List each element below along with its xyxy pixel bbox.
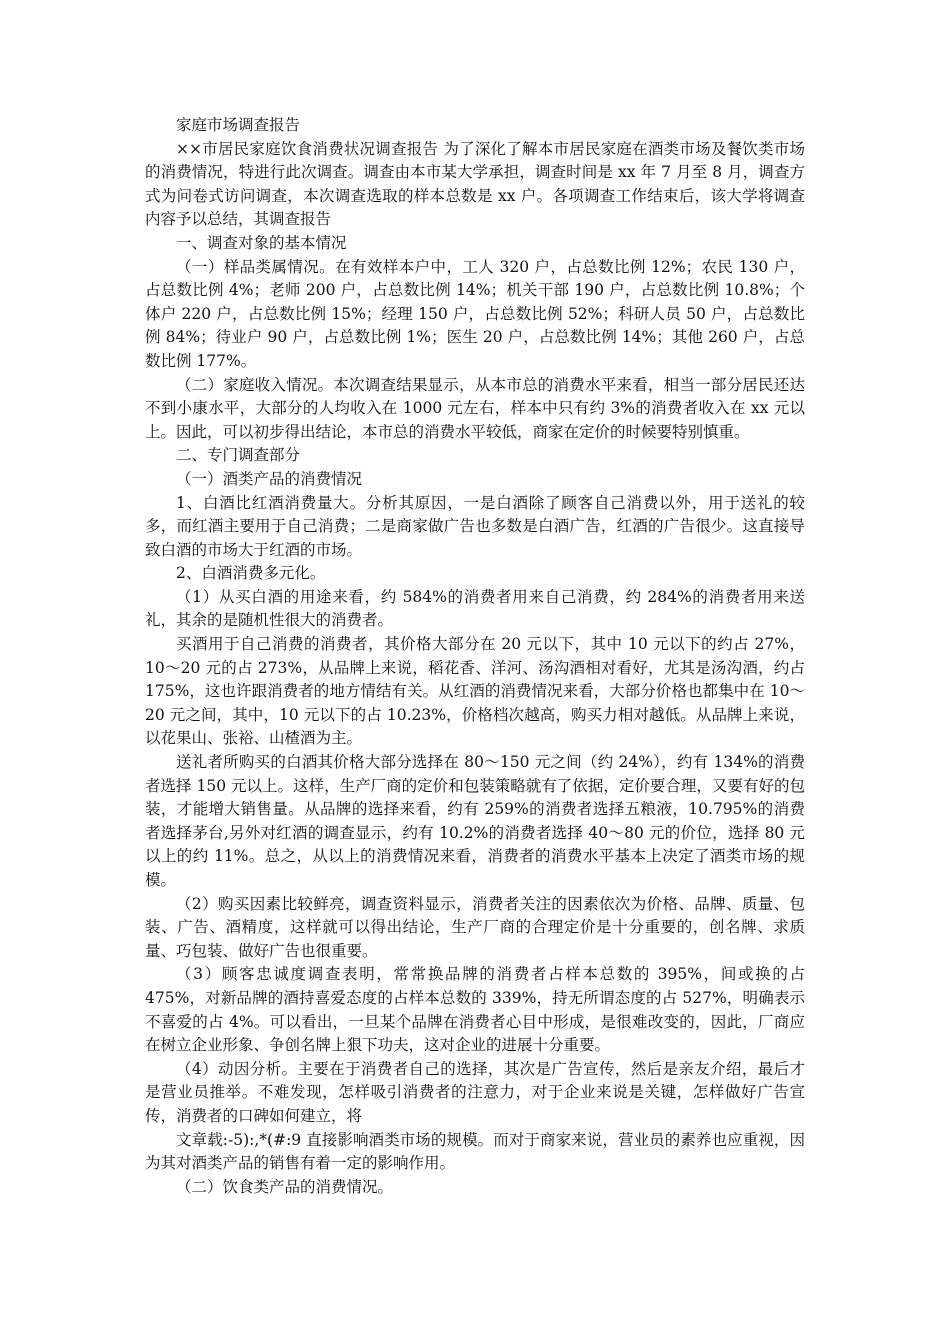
paragraph-article-note: 文章载:-5):,*(#:9 直接影响酒类市场的规模。而对于商家来说，营业员的素养也应重视，因为其对酒类产品的销售有着一定的影响作用。 [145,1130,805,1173]
paragraph-intro: ××市居民家庭饮食消费状况调查报告 为了深化了解本市居民家庭在酒类市场及餐饮类市场的消费情况，特进行此次调查。调查由本市某大学承担，调查时间是 xx 年 7 月至 8 月，调查方式为问卷式访问调查，本次调查选取的样本总数是 xx 户。各项调查工作结束后，该大学将调查内容予以总结，其调查报告 [145,139,805,229]
paragraph-factors: （2）购买因素比较鲜亮，调查资料显示，消费者关注的因素依次为价格、品牌、质量、包装、广告、酒精度，这样就可以得出结论，生产厂商的合理定价是十分重要的，创名牌、求质量、巧包装、做好广告也很重要。 [145,894,805,960]
document-title: 家庭市场调查报告 [176,116,301,134]
subsection-heading-food: （二）饮食类产品的消费情况。 [176,1177,394,1196]
paragraph-sample-types: （一）样品类属情况。在有效样本户中，工人 320 户，占总数比例 12%；农民 130 户，占总数比例 4%；老师 200 户，占总数比例 14%；机关干部 190 户，占总数比例 10.8%；个体户 220 户，占总数比例 15%；经理 150 户，占总数比例 52%；科研人员 50 户，占总数比例 84%；待业户 90 户，占总数比例 1%；医生 20 户，占总数比例 14%；其他 260 户，占总数比例 177%。 [145,257,805,370]
paragraph-motivation: （4）动因分析。主要在于消费者自己的选择，其次是广告宣传，然后是亲友介绍，最后才是营业员推举。不难发现，怎样吸引消费者的注意力，对于企业来说是关键，怎样做好广告宣传，消费者的口碑如何建立，将 [145,1059,805,1125]
section-heading-1: 一、调查对象的基本情况 [176,233,347,252]
paragraph-usage: （1）从买白酒的用途来看，约 584%的消费者用来自己消费，约 284%的消费者用来送礼，其余的是随机性很大的消费者。 [145,587,805,630]
section-heading-2: 二、专门调查部分 [176,446,301,465]
paragraph-self-consumption: 买酒用于自己消费的消费者，其价格大部分在 20 元以下，其中 10 元以下的约占 27%，10～20 元的占 273%，从品牌上来说，稻花香、洋河、汤沟酒相对看好，尤其是汤沟酒，约占 175%，这也许跟消费者的地方情结有关。从红酒的消费情况来看，大部分价格也都集中在 10～20 元之间，其中，10 元以下的占 10.23%，价格档次越高，购买力相对越低。从品牌上来说，以花果山、张裕、山楂酒为主。 [145,635,805,748]
subsection-heading-liquor: （一）酒类产品的消费情况 [176,469,363,488]
paragraph-loyalty: （3）顾客忠诚度调查表明，常常换品牌的消费者占样本总数的 395%，间或换的占 475%，对新品牌的酒持喜爱态度的占样本总数的 339%，持无所谓态度的占 527%，明确表示不喜爱的占 4%。可以看出，一旦某个品牌在消费者心目中形成，是很难改变的，因此，厂商应在树立企业形象、争创名牌上狠下功夫，这对企业的进展十分重要。 [145,965,805,1055]
paragraph-income: （二）家庭收入情况。本次调查结果显示，从本市总的消费水平来看，相当一部分居民还达不到小康水平，大部分的人均收入在 1000 元左右，样本中只有约 3%的消费者收入在 xx 元以上。因此，可以初步得出结论，本市总的消费水平较低，商家在定价的时候要特别慎重。 [145,375,805,441]
paragraph-gift: 送礼者所购买的白酒其价格大部分选择在 80～150 元之间（约 24%），约有 134%的消费者选择 150 元以上。这样，生产厂商的定价和包装策略就有了依据，定价要合理，又要有好的包装，才能增大销售量。从品牌的选择来看，约有 259%的消费者选择五粮液，10.795%的消费者选择茅台,另外对红酒的调查显示，约有 10.2%的消费者选择 40～80 元的价位，选择 80 元以上的约 11%。总之，从以上的消费情况来看，消费者的消费水平基本上决定了酒类市场的规模。 [145,753,805,889]
paragraph-liquor-1: 1、白酒比红酒消费量大。分析其原因，一是白酒除了顾客自己消费以外，用于送礼的较多，而红酒主要用于自己消费；二是商家做广告也多数是白酒广告，红酒的广告很少。这直接导致白酒的市场大于红酒的市场。 [145,493,805,559]
document-body [145,114,805,1199]
paragraph-liquor-2: 2、白酒消费多元化。 [176,564,326,583]
